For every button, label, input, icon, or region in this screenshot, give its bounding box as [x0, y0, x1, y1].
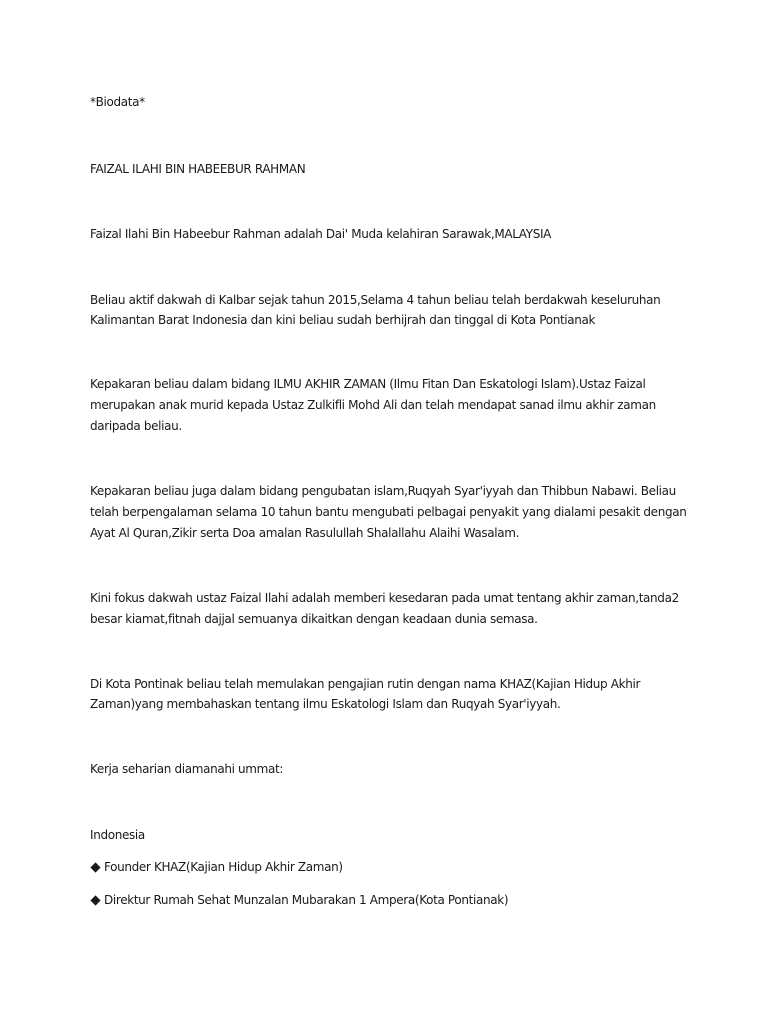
paragraph-line: telah berpengalaman selama 10 tahun bantu mengubati pelbagai penyakit yang dialami pesakit dengan [90, 505, 687, 519]
paragraph-line: Kini fokus dakwah ustaz Faizal Ilahi adalah memberi kesedaran pada umat tentang akhir zaman,tanda2 [90, 591, 679, 605]
diamond-bullet-icon [90, 895, 100, 905]
list-item [90, 890, 508, 910]
list-item [90, 857, 343, 877]
work-heading: Kerja seharian diamanahi ummat: [90, 762, 284, 776]
paragraph-line: Zaman)yang membahaskan tentang ilmu Eskatologi Islam dan Ruqyah Syar'iyyah. [90, 697, 561, 711]
paragraph-line: besar kiamat,fitnah dajjal semuanya dikaitkan dengan keadaan dunia semasa. [90, 612, 538, 626]
paragraph-line: Di Kota Pontinak beliau telah memulakan pengajian rutin dengan nama KHAZ(Kajian Hidup Akhir [90, 677, 641, 691]
person-name: FAIZAL ILAHI BIN HABEEBUR RAHMAN [90, 162, 306, 176]
list-item-text: Founder KHAZ(Kajian Hidup Akhir Zaman) [104, 860, 343, 874]
biodata-heading: *Biodata* [90, 95, 145, 109]
diamond-bullet-icon [90, 862, 100, 872]
paragraph-line: Kepakaran beliau dalam bidang ILMU AKHIR ZAMAN (Ilmu Fitan Dan Eskatologi Islam).Ustaz Faizal [90, 377, 646, 391]
paragraph-line: Faizal Ilahi Bin Habeebur Rahman adalah Dai' Muda kelahiran Sarawak,MALAYSIA [90, 227, 552, 241]
list-item-text: Direktur Rumah Sehat Munzalan Mubarakan 1 Ampera(Kota Pontianak) [104, 893, 509, 907]
paragraph-line: merupakan anak murid kepada Ustaz Zulkifli Mohd Ali dan telah mendapat sanad ilmu akhir zaman [90, 398, 656, 412]
paragraph-line: Beliau aktif dakwah di Kalbar sejak tahun 2015,Selama 4 tahun beliau telah berdakwah keseluruhan [90, 293, 661, 307]
paragraph-line: daripada beliau. [90, 419, 182, 433]
paragraph-line: Kalimantan Barat Indonesia dan kini beliau sudah berhijrah dan tinggal di Kota Pontianak [90, 313, 596, 327]
paragraph-line: Kepakaran beliau juga dalam bidang pengubatan islam,Ruqyah Syar'iyyah dan Thibbun Nabawi. Beliau [90, 484, 676, 498]
country-label: Indonesia [90, 828, 145, 842]
paragraph-line: Ayat Al Quran,Zikir serta Doa amalan Rasulullah Shalallahu Alaihi Wasalam. [90, 526, 520, 540]
